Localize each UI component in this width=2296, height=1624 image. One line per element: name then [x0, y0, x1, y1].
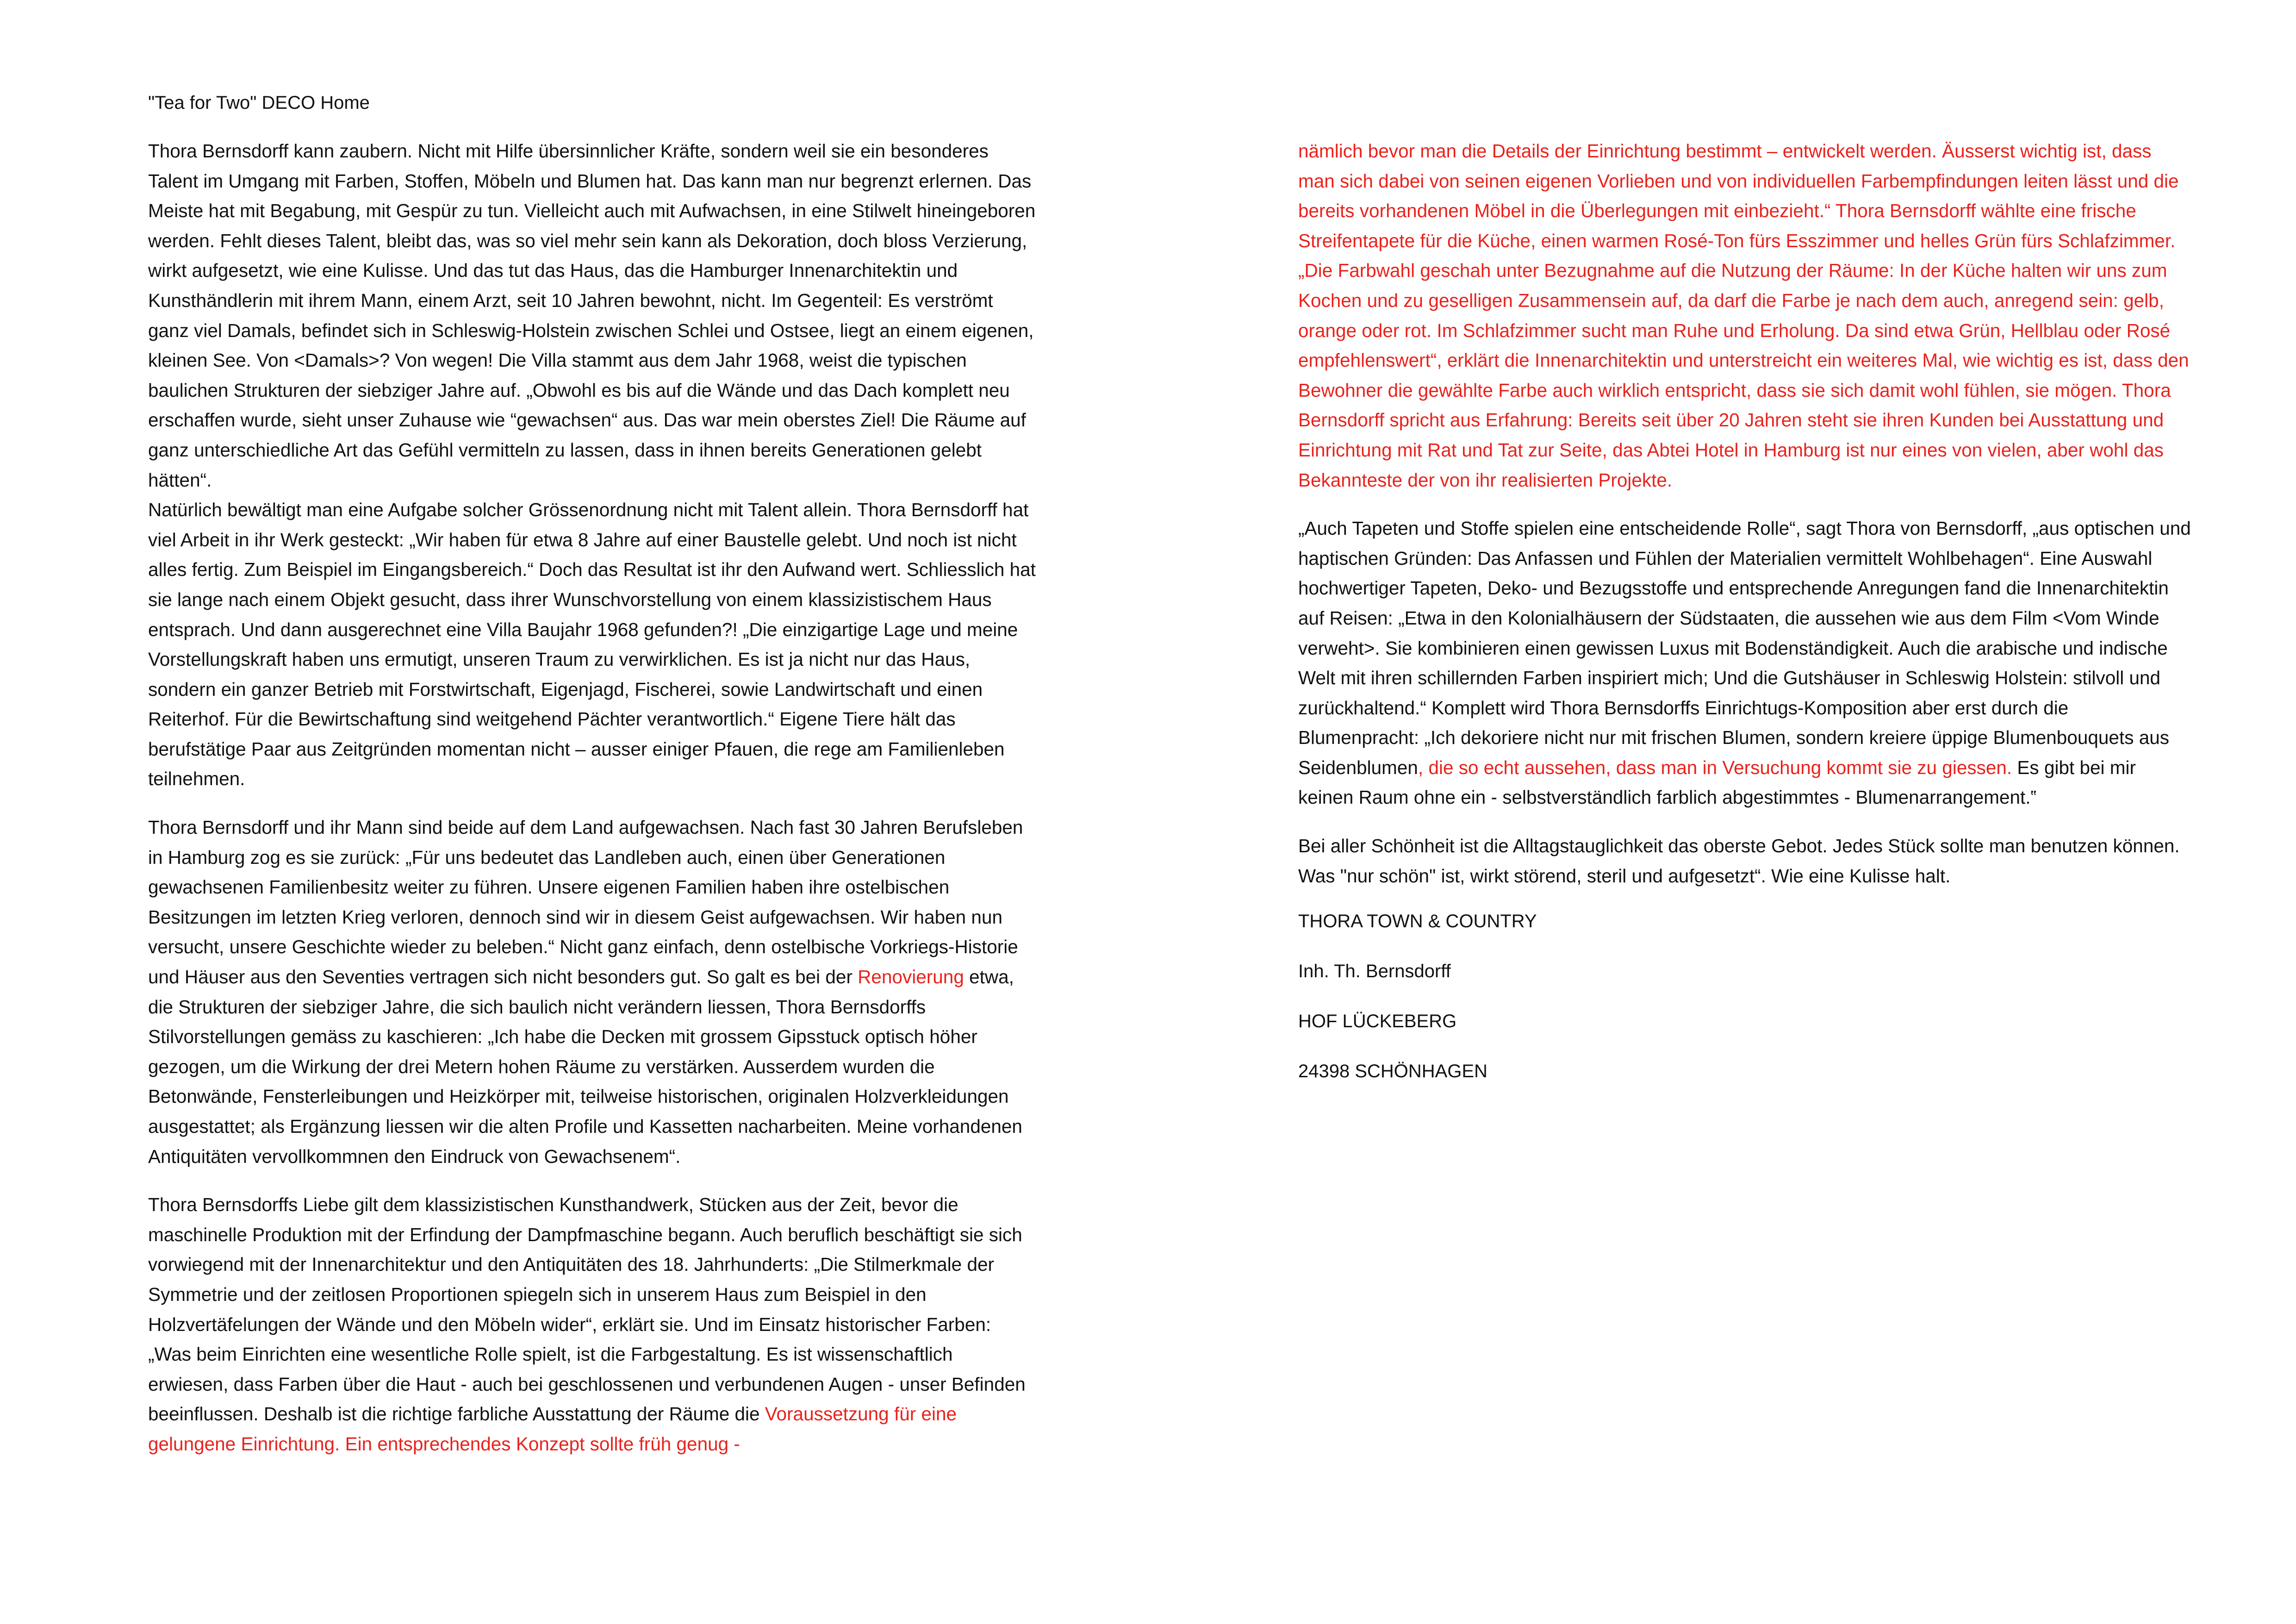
right-paragraph: [1298, 136, 2191, 495]
owner-name: Inh. Th. Bernsdorff: [1298, 961, 1451, 982]
farm-name: HOF LÜCKEBERG: [1298, 1011, 1457, 1032]
paragraph-text: etwa, die Strukturen der siebziger Jahre, die sich baulich nicht verändern liessen, Thora Bernsdorffs Stilvorstellungen gemäss zu kaschieren: „Ich habe die Decken mit grossem Gipsstuck optisch höher gezogen, um die Wirkung der drei Metern hohen Räume zu verstärken. Ausserdem wurden die Betonwände, Fensterleibungen und Heizkörper mit, teilweise historischen, originalen Holzverkleidungen ausgestattet; als Ergänzung liessen wir die alten Profile und Kassetten nacharbeiten. Meine vorhandenen Antiquitäten vervollkommnen den Eindruck von Gewachsenem“.: [148, 966, 1022, 1167]
paragraph-text: Thora Bernsdorffs Liebe gilt dem klassizistischen Kunsthandwerk, Stücken aus der Zeit, bevor die maschinelle Produktion mit der Erfindung der Dampfmaschine begann. Auch beruflich beschäftigt sie sich vorwiegend mit der Innenarchitektur und den Antiquitäten des 18. Jahrhunderts: „Die Stilmerkmale der Symmetrie und der zeitlosen Proportionen spiegeln sich in unserem Haus zum Beispiel in den Holzvertäfelungen der Wände und den Möbeln wider“, erklärt sie. Und im Einsatz historischer Farben: „Was beim Einrichten eine wesentliche Rolle spielt, ist die Farbgestaltung. Es ist wissenschaftlich erwiesen, dass Farben über die Haut - auch bei geschlossenen und verbundenen Augen - unser Befinden beeinflussen. Deshalb ist die richtige farbliche Ausstattung der Räume die: [148, 1194, 1026, 1425]
paragraph-text: Thora Bernsdorff kann zaubern. Nicht mit Hilfe übersinnlicher Kräfte, sondern weil sie ein besonderes Talent im Umgang mit Farben, Stoffen, Möbeln und Blumen hat. Das kann man nur begrenzt erlernen. Das Meiste hat mit Begabung, mit Gespür zu tun. Vielleicht auch mit Aufwachsen, in eine Stilwelt hineingeboren werden. Fehlt dieses Talent, bleibt das, was so viel mehr sein kann als Dekoration, doch bloss Verzierung, wirkt aufgesetzt, wie eine Kulisse. Und das tut das Haus, das die Hamburger Innenarchitektin und Kunsthändlerin mit ihrem Mann, einem Arzt, seit 10 Jahren bewohnt, nicht. Im Gegenteil: Es verströmt ganz viel Damals, befindet sich in Schleswig-Holstein zwischen Schlei und Ostsee, liegt an einem eigenen, kleinen See. Von <Damals>? Von wegen! Die Villa stammt aus dem Jahr 1968, weist die typischen baulichen Strukturen der siebziger Jahre auf. „Obwohl es bis auf die Wände und das Dach komplett neu erschaffen wurde, sieht unser Zuhause wie “gewachsen“ aus. Das war mein oberstes Ziel! Die Räume auf ganz unterschiedliche Art das Gefühl vermitteln zu lassen, dass in ihnen bereits Generationen gelebt hätten“.: [148, 140, 1036, 491]
company-name: THORA TOWN & COUNTRY: [1298, 911, 1537, 932]
left-paragraph: [148, 136, 1037, 794]
postal-city: 24398 SCHÖNHAGEN: [1298, 1061, 1488, 1082]
highlighted-text: Renovierung: [858, 966, 964, 988]
highlighted-text: , die so echt aussehen, dass man in Versuchung kommt sie zu giessen.: [1418, 756, 2012, 778]
right-column-body: [1298, 136, 2191, 1109]
document-title: "Tea for Two" DECO Home: [148, 93, 370, 113]
left-paragraph: [148, 812, 1037, 1171]
left-paragraph: [148, 1190, 1037, 1459]
paragraph-text: Natürlich bewältigt man eine Aufgabe solcher Grössenordnung nicht mit Talent allein. Thora Bernsdorff hat viel Arbeit in ihr Werk gesteckt: „Wir haben für etwa 8 Jahre auf einer Baustelle gelebt. Und noch ist nicht alles fertig. Zum Beispiel im Eingangsbereich.“ Doch das Resultat ist ihr den Aufwand wert. Schliesslich hat sie lange nach einem Objekt gesucht, dass ihrer Wunschvorstellung von einem klassizistischem Haus entsprach. Und dann ausgerechnet eine Villa Baujahr 1968 gefunden?! „Die einzigartige Lage und meine Vorstellungskraft haben uns ermutigt, unseren Traum zu verwirklichen. Es ist ja nicht nur das Haus, sondern ein ganzer Betrieb mit Forstwirtschaft, Eigenjagd, Fischerei, sowie Landwirtschaft und einen Reiterhof. Für die Bewirtschaftung sind weitgehend Pächter verantwortlich.“ Eigene Tiere hält das berufstätige Paar aus Zeitgründen momentan nicht – ausser einiger Pfauen, die rege am Familienleben teilnehmen.: [148, 499, 1036, 790]
highlighted-text: Voraussetzung für eine gelungene Einrichtung. Ein entsprechendes Konzept sollte früh genug -: [148, 1403, 957, 1455]
left-column-body: [148, 136, 1037, 1478]
paragraph-text: Es gibt bei mir keinen Raum ohne ein - selbstverständlich farblich abgestimmtes - Blumenarrangement.‟: [1298, 756, 2136, 808]
paragraph-text: Bei aller Schönheit ist die Alltagstauglichkeit das oberste Gebot. Jedes Stück sollte man benutzen können. Was "nur schön" ist, wirkt störend, steril und aufgesetzt“. Wie eine Kulisse halt.: [1298, 835, 2180, 887]
right-paragraph: [1298, 513, 2191, 812]
highlighted-text: nämlich bevor man die Details der Einrichtung bestimmt – entwickelt werden. Äusserst wichtig ist, dass man sich dabei von seinen eigenen Vorlieben und von individuellen Farbempfindungen leiten lässt und die bereits vorhandenen Möbel in die Überlegungen mit einbezieht.“ Thora Bernsdorff wählte eine frische Streifentapete für die Küche, einen warmen Rosé-Ton fürs Esszimmer und helles Grün fürs Schlafzimmer. „Die Farbwahl geschah unter Bezugnahme auf die Nutzung der Räume: In der Küche halten wir uns zum Kochen und zu geselligen Zusammensein auf, da darf die Farbe je nach dem auch, anregend sein: gelb, orange oder rot. Im Schlafzimmer sucht man Ruhe und Erholung. Da sind etwa Grün, Hellblau oder Rosé empfehlenswert“, erklärt die Innenarchitektin und unterstreicht ein weiteres Mal, wie wichtig es ist, dass den Bewohner die gewählte Farbe auch wirklich entspricht, dass sie sich damit wohl fühlen, sie mögen. Thora Bernsdorff spricht aus Erfahrung: Bereits seit über 20 Jahren steht sie ihren Kunden bei Ausstattung und Einrichtung mit Rat und Tat zur Seite, das Abtei Hotel in Hamburg ist nur eines von vielen, aber wohl das Bekannteste der von ihr realisierten Projekte.: [1298, 140, 2189, 491]
right-paragraphs: [1298, 136, 2191, 891]
right-paragraph: [1298, 831, 2191, 891]
paragraph-text: Thora Bernsdorff und ihr Mann sind beide auf dem Land aufgewachsen. Nach fast 30 Jahren Berufsleben in Hamburg zog es sie zurück: „Für uns bedeutet das Landleben auch, einen über Generationen gewachsenen Familienbesitz weiter zu führen. Unsere eigenen Familien haben ihre ostelbischen Besitzungen im letzten Krieg verloren, dennoch sind wir in diesem Geist aufgewachsen. Wir haben nun versucht, unsere Geschichte wieder zu beleben.“ Nicht ganz einfach, denn ostelbische Vorkriegs-Historie und Häuser aus den Seventies vertragen sich nicht besonders gut. So galt es bei der: [148, 817, 1023, 988]
paragraph-text: „Auch Tapeten und Stoffe spielen eine entscheidende Rolle“, sagt Thora von Bernsdorff, „aus optischen und haptischen Gründen: Das Anfassen und Fühlen der Materialien vermittelt Wohlbehagen“. Eine Auswahl hochwertiger Tapeten, Deko- und Bezugsstoffe und entsprechende Anregungen fand die Innenarchitektin auf Reisen: „Etwa in den Kolonialhäusern der Südstaaten, die aussehen wie aus dem Film <Vom Winde verweht>. Sie kombinieren einen gewissen Luxus mit Bodenständigkeit. Auch die arabische und indische Welt mit ihren schillernden Farben inspiriert mich; Und die Gutshäuser in Schleswig Holstein: stilvoll und zurückhaltend.“ Komplett wird Thora Bernsdorffs Einrichtugs-Komposition aber erst durch die Blumenpracht: „Ich dekoriere nicht nur mit frischen Blumen, sondern kreiere üppige Blumenbouquets aus Seidenblumen: [1298, 518, 2191, 778]
address-block: [1298, 909, 2191, 1083]
